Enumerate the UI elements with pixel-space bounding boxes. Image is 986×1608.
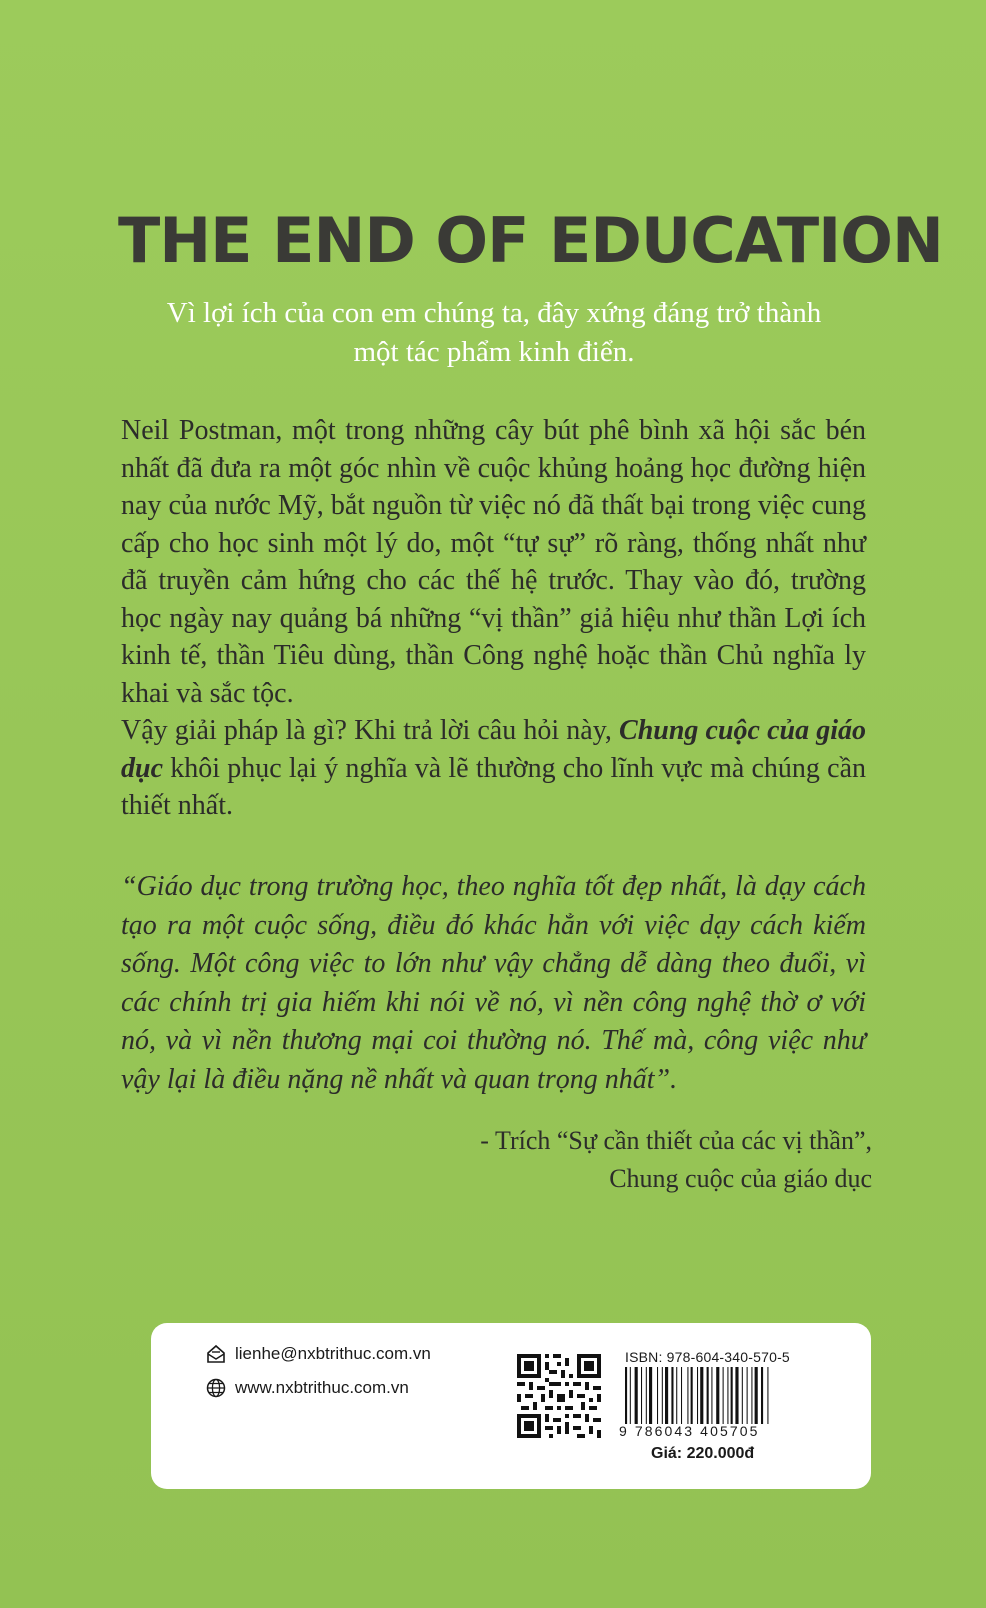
email-address[interactable]: lienhe@nxbtrithuc.com.vn [235,1344,431,1363]
website-row [205,1377,409,1399]
description-paragraph-1: Neil Postman, một trong những cây bút phê bình xã hội sắc bén nhất đã đưa ra một góc nhìn về cuộc khủng hoảng học đường hiện nay của nước Mỹ, bắt nguồn từ việc nó đã thất bại trong việc cung cấp cho học sinh một lý do, một “tự sự” rõ ràng, thống nhất như đã truyền cảm hứng cho các thế hệ trước. Thay vào đó, trường học ngày nay quảng bá những “vị thần” giả hiệu như thần Lợi ích kinh tế, thần Tiêu dùng, thần Công nghệ hoặc thần Chủ nghĩa ly khai và sắc tộc. [121,415,866,709]
barcode-digits: 9 786043 405705 [619,1423,760,1439]
isbn-label: ISBN: 978-604-340-570-5 [625,1349,790,1365]
tagline-line-1: Vì lợi ích của con em chúng ta, đây xứng đáng trở thành [166,297,822,329]
price-label: Giá: 220.000đ [651,1445,755,1462]
description-paragraph-2 [121,712,866,825]
paragraph-2-end: khôi phục lại ý nghĩa và lẽ thường cho lĩnh vực mà chúng cần thiết nhất. [121,752,866,821]
attribution-line-1: - Trích “Sự cần thiết của các vị thần”, [480,1126,872,1155]
paragraph-2-start: Vậy giải pháp là gì? Khi trả lời câu hỏi này, [121,715,612,746]
description [121,412,866,825]
tagline [118,294,870,372]
mail-house-icon [205,1343,227,1365]
attribution-line-2: Chung cuộc của giáo dục [609,1164,872,1193]
pull-quote: “Giáo dục trong trường học, theo nghĩa tốt đẹp nhất, là dạy cách tạo ra một cuộc sống, điều đó khác hẳn với việc dạy cách kiếm sống. Một công việc to lớn như vậy chẳng dễ dàng theo đuổi, vì các chính trị gia hiếm khi nói về nó, vì nền công nghệ thờ ơ với nó, và vì nền thương mại coi thường nó. Thế mà, công việc như vậy lại là điều nặng nề nhất và quan trọng nhất”. [121,871,866,1095]
book-title-vietnamese: Chung cuộc của giáo dục [121,715,867,784]
tagline-line-2: một tác phẩm kinh điển. [353,336,635,368]
email-row [205,1343,431,1365]
publisher-info-card [151,1323,871,1489]
cover-title: THE END OF EDUCATION [118,204,943,277]
globe-icon [205,1377,227,1399]
qr-code[interactable] [515,1352,603,1440]
barcode [623,1367,807,1424]
quote-attribution [420,1122,872,1198]
website-url[interactable]: www.nxbtrithuc.com.vn [235,1378,409,1397]
